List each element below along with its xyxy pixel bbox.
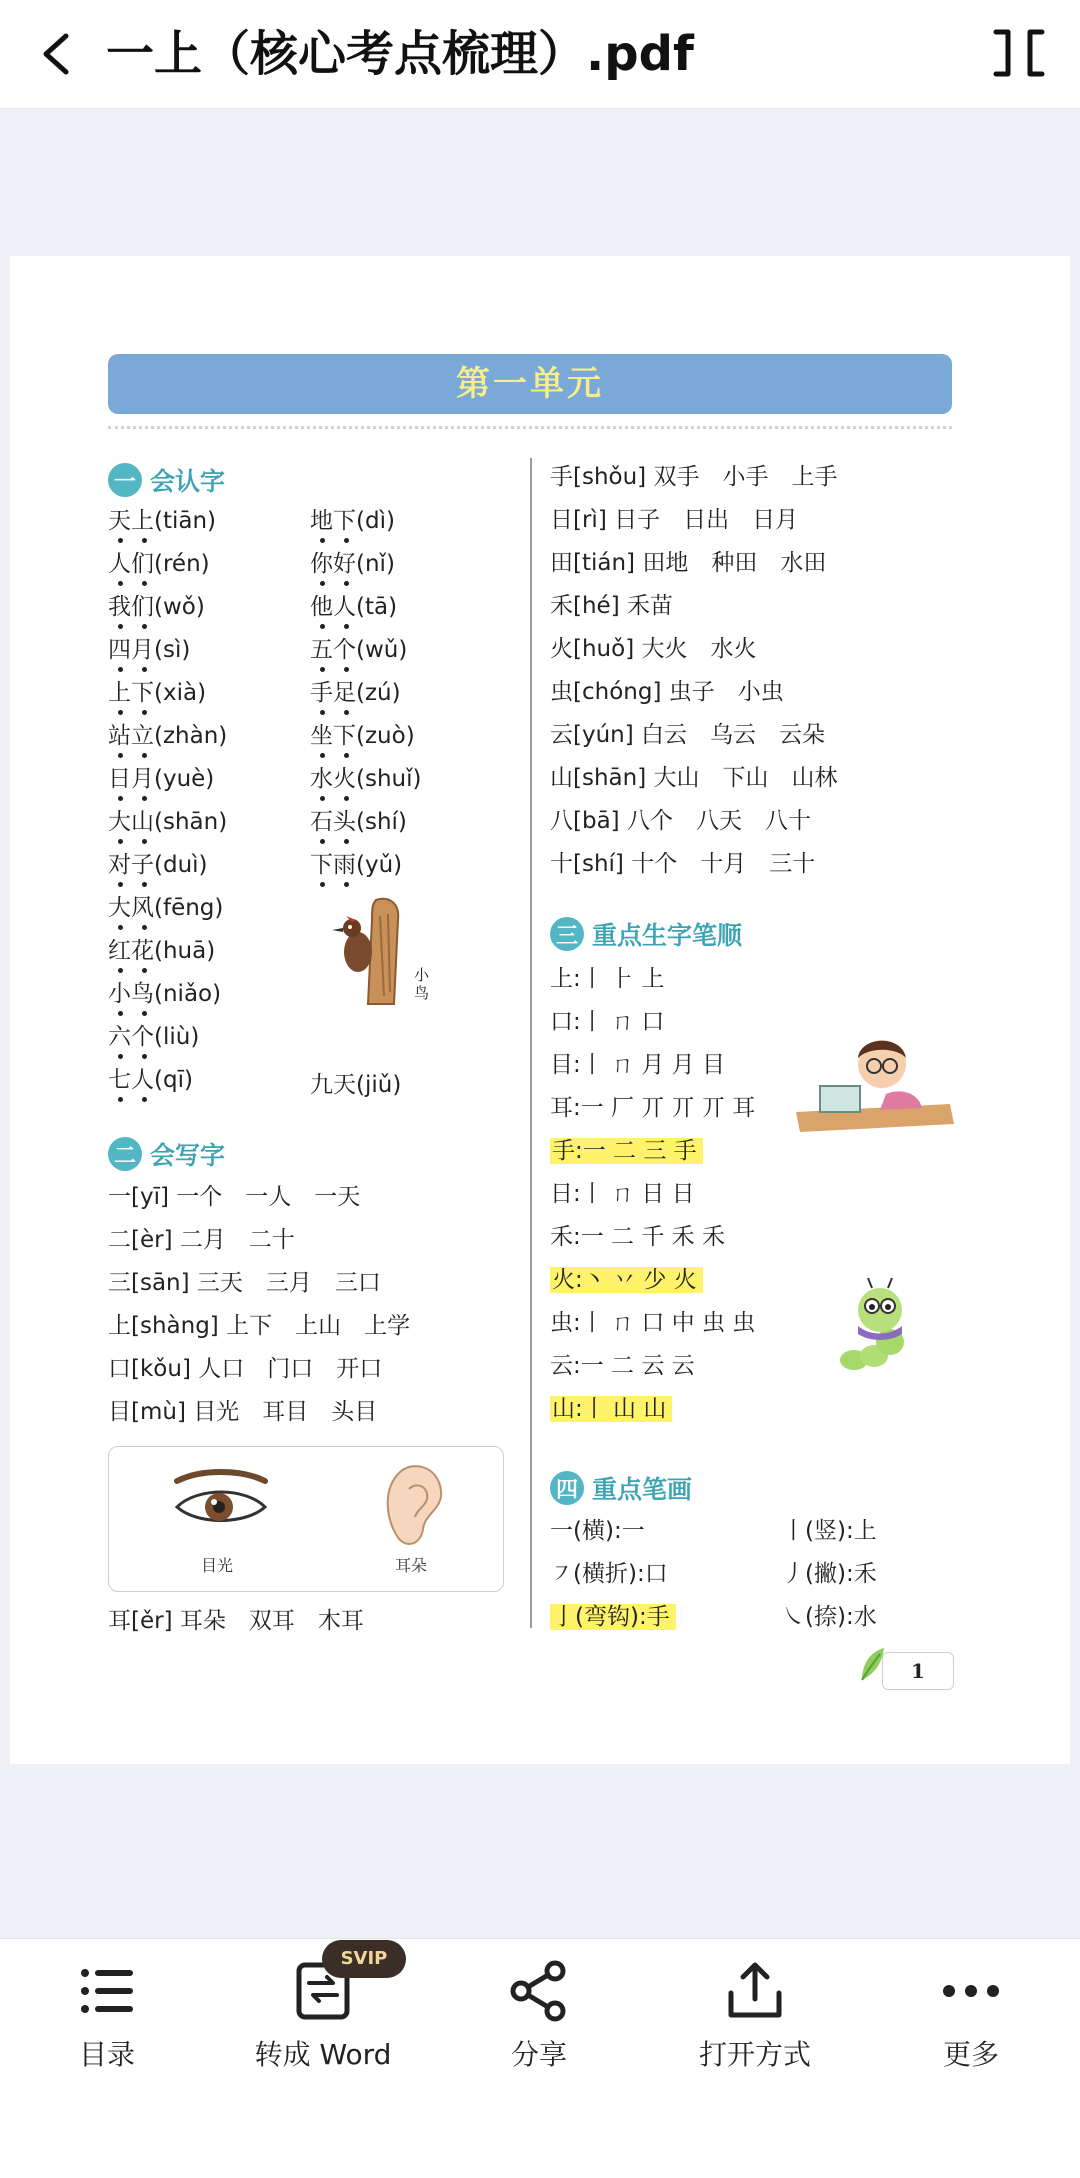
emphasis-dot xyxy=(142,667,147,672)
list-item xyxy=(550,1134,703,1168)
emphasis-dot xyxy=(344,538,349,543)
list-item: 八[bā] 八个 八天 八十 xyxy=(550,808,811,834)
list-item: 他人(tā) xyxy=(310,594,398,620)
emphasis-dot xyxy=(142,753,147,758)
list-item: 目:丨 ㄇ 月 月 目 xyxy=(550,1052,725,1078)
list-item: 你好(nǐ) xyxy=(310,551,395,577)
section-4-number: 四 xyxy=(550,1471,584,1505)
emphasis-dot xyxy=(320,882,325,887)
toc-button[interactable] xyxy=(12,1959,202,2099)
list-item: 十[shí] 十个 十月 三十 xyxy=(550,851,816,877)
emphasis-dot xyxy=(320,839,325,844)
section-2-title: 会写字 xyxy=(150,1141,226,1170)
list-item: 上[shàng] 上下 上山 上学 xyxy=(108,1313,411,1339)
caterpillar-illustration xyxy=(824,1276,920,1376)
list-item: 下雨(yǔ) xyxy=(310,852,403,878)
list-item: 一[yī] 一个 一人 一天 xyxy=(108,1184,361,1210)
list-item: 九天(jiǔ) xyxy=(310,1072,402,1098)
list-item: 大风(fēng) xyxy=(108,895,224,921)
list-item: 云:一 二 云 云 xyxy=(550,1353,695,1379)
emphasis-dot xyxy=(142,710,147,715)
emphasis-dot xyxy=(118,538,123,543)
fullscreen-button[interactable] xyxy=(984,18,1054,88)
emphasis-dot xyxy=(344,624,349,629)
emphasis-dot xyxy=(344,839,349,844)
list-item: 七人(qī) xyxy=(108,1067,193,1093)
list-item: 丿(撇):禾 xyxy=(782,1561,877,1587)
list-item: 上:丨 ⺊ 上 xyxy=(550,966,665,992)
emphasis-dot xyxy=(320,624,325,629)
eye-label: 目光 xyxy=(201,1556,234,1575)
chevron-left-icon xyxy=(28,22,88,86)
svip-badge: SVIP xyxy=(322,1940,406,1978)
emphasis-dot xyxy=(118,882,123,887)
share-button[interactable] xyxy=(444,1959,634,2099)
emphasis-dot xyxy=(344,882,349,887)
open-with-label: 打开方式 xyxy=(698,2038,811,2071)
emphasis-dot xyxy=(320,710,325,715)
emphasis-dot xyxy=(142,839,147,844)
section-3-header xyxy=(550,914,742,954)
section-4-title: 重点笔画 xyxy=(592,1475,693,1504)
emphasis-dot xyxy=(118,624,123,629)
emphasis-dot xyxy=(344,753,349,758)
highlighted-text: 亅(弯钩):手 xyxy=(550,1604,676,1630)
list-item: 人们(rén) xyxy=(108,551,210,577)
emphasis-dot xyxy=(142,796,147,801)
list-item: ㇏(捺):水 xyxy=(782,1604,877,1630)
emphasis-dot xyxy=(142,1054,147,1059)
emphasis-dot xyxy=(320,796,325,801)
ear-illustration xyxy=(379,1459,449,1551)
convert-word-label: 转成 Word xyxy=(254,2038,392,2071)
emphasis-dot xyxy=(320,581,325,586)
highlighted-text: 火:丶 丷 少 火 xyxy=(550,1267,703,1293)
emphasis-dot xyxy=(142,1011,147,1016)
section-1-header xyxy=(108,460,225,500)
emphasis-dot xyxy=(118,1054,123,1059)
emphasis-dot xyxy=(142,925,147,930)
emphasis-dot xyxy=(142,581,147,586)
list-item: 口[kǒu] 人口 门口 开口 xyxy=(108,1356,383,1382)
list-item: 大山(shān) xyxy=(108,809,228,835)
emphasis-dot xyxy=(118,667,123,672)
list-item xyxy=(550,1600,676,1634)
emphasis-dot xyxy=(118,753,123,758)
emphasis-dot xyxy=(118,796,123,801)
emphasis-dot xyxy=(344,667,349,672)
list-item: 坐下(zuò) xyxy=(310,723,415,749)
open-with-icon xyxy=(723,1959,787,2023)
section-4-header xyxy=(550,1468,692,1508)
emphasis-dot xyxy=(142,624,147,629)
list-item: 云[yún] 白云 乌云 云朵 xyxy=(550,722,826,748)
section-1-title: 会认字 xyxy=(150,467,226,496)
emphasis-dot xyxy=(118,1011,123,1016)
emphasis-dot xyxy=(142,968,147,973)
convert-word-button[interactable] xyxy=(228,1959,418,2099)
list-item: 口:丨 ㄇ 口 xyxy=(550,1009,665,1035)
emphasis-dot xyxy=(320,667,325,672)
list-icon xyxy=(75,1959,139,2023)
list-item: 禾:一 二 千 禾 禾 xyxy=(550,1224,725,1250)
list-item xyxy=(550,1392,672,1426)
emphasis-dot xyxy=(118,839,123,844)
emphasis-dot xyxy=(320,753,325,758)
page-number: 1 xyxy=(882,1652,954,1690)
section-3-number: 三 xyxy=(550,917,584,951)
list-item: 石头(shí) xyxy=(310,809,407,835)
boy-illustration xyxy=(790,1030,956,1136)
list-item: 对子(duì) xyxy=(108,852,208,878)
list-item: ㇇(横折):口 xyxy=(550,1561,668,1587)
emphasis-dot xyxy=(118,1097,123,1102)
list-item: 山[shān] 大山 下山 山林 xyxy=(550,765,838,791)
list-item: 火[huǒ] 大火 水火 xyxy=(550,636,757,662)
list-item: 田[tián] 田地 种田 水田 xyxy=(550,550,827,576)
more-button[interactable] xyxy=(876,1959,1066,2099)
list-item: 二[èr] 二月 二十 xyxy=(108,1227,295,1253)
bird-label: 小鸟 xyxy=(414,966,430,1002)
column-divider xyxy=(530,458,532,1628)
more-icon xyxy=(939,1959,1003,2023)
section-2-number: 二 xyxy=(108,1137,142,1171)
section-2-header xyxy=(108,1134,225,1174)
list-item xyxy=(550,1263,703,1297)
list-item: 虫[chóng] 虫子 小虫 xyxy=(550,679,784,705)
more-label: 更多 xyxy=(942,2038,999,2071)
emphasis-dot xyxy=(118,710,123,715)
list-item: 我们(wǒ) xyxy=(108,594,205,620)
list-item: 地下(dì) xyxy=(310,508,395,534)
list-item: 手足(zú) xyxy=(310,680,401,706)
dotted-divider xyxy=(108,426,952,429)
emphasis-dot xyxy=(344,796,349,801)
list-item: 红花(huā) xyxy=(108,938,216,964)
list-item: 四月(sì) xyxy=(108,637,191,663)
list-item: 目[mù] 目光 耳目 头目 xyxy=(108,1399,378,1425)
list-item: 日[rì] 日子 日出 日月 xyxy=(550,507,799,533)
illustration-box xyxy=(108,1446,504,1592)
open-with-button[interactable] xyxy=(660,1959,850,2099)
highlighted-text: 山:丨 山 山 xyxy=(550,1396,672,1422)
list-item: 禾[hé] 禾苗 xyxy=(550,593,673,619)
list-item: 手[shǒu] 双手 小手 上手 xyxy=(550,464,838,490)
list-item: 虫:丨 ㄇ 口 中 虫 虫 xyxy=(550,1310,756,1336)
emphasis-dot xyxy=(118,925,123,930)
list-item: 日月(yuè) xyxy=(108,766,215,792)
emphasis-dot xyxy=(142,1097,147,1102)
list-item: 站立(zhàn) xyxy=(108,723,228,749)
list-item: 丨(竖):上 xyxy=(782,1518,877,1544)
bottom-toolbar xyxy=(0,1938,1080,2178)
unit-banner: 第一单元 xyxy=(108,354,952,414)
document-title: 一上（核心考点梳理）.pdf xyxy=(106,26,694,82)
emphasis-dot xyxy=(118,968,123,973)
section-1-number: 一 xyxy=(108,463,142,497)
section-3-title: 重点生字笔顺 xyxy=(592,921,743,950)
list-item: 小鸟(niǎo) xyxy=(108,981,222,1007)
emphasis-dot xyxy=(142,538,147,543)
fullscreen-icon xyxy=(984,18,1054,88)
ear-label: 耳朵 xyxy=(395,1556,428,1575)
share-icon xyxy=(507,1959,571,2023)
highlighted-text: 手:一 二 三 手 xyxy=(550,1138,703,1164)
list-item: 水火(shuǐ) xyxy=(310,766,422,792)
emphasis-dot xyxy=(320,538,325,543)
list-item: 上下(xià) xyxy=(108,680,207,706)
pdf-page xyxy=(10,256,1070,1764)
share-label: 分享 xyxy=(510,2038,567,2071)
eye-illustration xyxy=(171,1467,271,1537)
list-item: 耳:一 厂 丌 丌 丌 耳 xyxy=(550,1095,756,1121)
top-bar xyxy=(0,0,1080,109)
list-item: 五个(wǔ) xyxy=(310,637,408,663)
list-item: 耳[ěr] 耳朵 双耳 木耳 xyxy=(108,1608,364,1634)
list-item: 三[sān] 三天 三月 三口 xyxy=(108,1270,381,1296)
emphasis-dot xyxy=(118,581,123,586)
emphasis-dot xyxy=(344,710,349,715)
list-item: 日:丨 ㄇ 日 日 xyxy=(550,1181,695,1207)
back-button[interactable] xyxy=(28,22,88,86)
list-item: 六个(liù) xyxy=(108,1024,200,1050)
emphasis-dot xyxy=(344,581,349,586)
emphasis-dot xyxy=(142,882,147,887)
toc-label: 目录 xyxy=(78,2038,135,2071)
list-item: 天上(tiān) xyxy=(108,508,217,534)
list-item: 一(横):一 xyxy=(550,1518,645,1544)
